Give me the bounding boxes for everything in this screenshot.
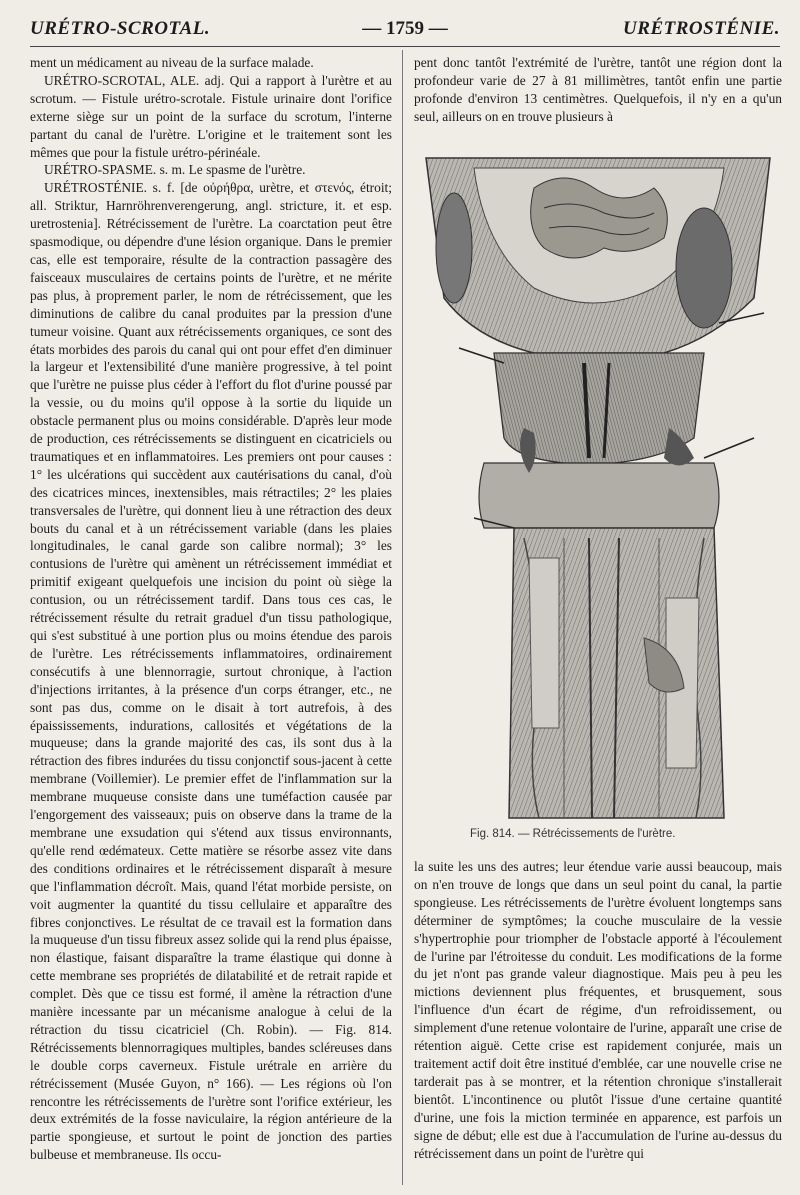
header-right-entry: URÉTROSTÉNIE. [623,18,780,39]
entry-uretro-spasme: URÉTRO-SPASME. s. m. Le spasme de l'urètre. [44,162,306,178]
paragraph-continuation: ment un médicament au niveau de la surface malade. [30,55,314,70]
column-divider [402,50,403,1185]
paragraph-continuation-right: pent donc tantôt l'extrémité de l'urètre, tantôt une région dont la profondeur varie de 27 à 81 millimètres, tantôt enfin une partie profonde d'environ 13 centimètres. Quelquefois, il n'y en a qu'un seul, ailleurs on en trouve plusieurs à [414,55,782,124]
page-header [30,14,780,44]
right-column-top [414,54,782,126]
paragraph-right-bottom: la suite les uns des autres; leur étendue varie aussi beaucoup, mais on n'en trouve de longs que dans un seul point du canal, la partie spongieuse. Les rétrécissements de l'urètre évoluent longtemps sans déterminer de symptômes; la couche musculaire de la vessie s'hypertrophie pour triompher de l'obstacle apporté à l'écoulement de l'urine par l'étroitesse du conduit. Les modifications de la forme du jet n'ont pas grande valeur diagnostique. Mais peu à peu les mictions deviennent plus fréquentes, et brusquement, sous l'influence d'un écart de régime, d'un refroidissement, ou simplement d'une retenue volontaire de l'urine, apparaît une crise de rétention aiguë. Cette crise est rapidement conjurée, mais un traitement actif doit être institué d'emblée, car une nouvelle crise ne tarderait pas à se montrer, et la rétention chronique s'installerait bientôt. L'incontinence ou plutôt l'issue d'une certaine quantité d'urine, une fois la miction terminée en apparence, est parfois un signe de début; elle est due à l'accumulation de l'urine au-dessus du rétrécissement dans un point de l'urètre qui [414,859,782,1161]
header-left-entry: URÉTRO-SCROTAL. [30,18,211,39]
arrow-right-lower [704,438,754,458]
urethra-engraving [414,128,782,828]
figure-814 [414,128,782,856]
figure-caption: Fig. 814. — Rétrécissements de l'urètre. [470,828,676,840]
bulbous-region [479,463,719,528]
right-column-bottom [414,858,782,1188]
left-column [30,54,392,1184]
entry-uretrostenie: URÉTROSTÉNIE. s. f. [de οὐρήθρα, urètre, et στενός, étroit; all. Striktur, Harnröhrenverengerung, angl. stricture, it. et esp. uretrostenia]. Rétrécissement de l'urètre. La coarctation peut être spasmodique, ou dépendre d'une lésion organique. Dans le premier cas, elle est temporaire, résulte de la contraction passagère des faisceaux musculaires de certains points de l'urètre, et ne mérite pas plus, à proprement parler, le nom de rétrécissement, que les diminutions de calibre du canal produites par la pression d'une tumeur voisine. Quant aux rétrécissements organiques, ce sont des états morbides des parois du canal qui ont pour effet d'en diminuer la largeur et l'extensibilité d'une manière progressive, à tel point que l'urètre ne puisse plus céder à l'effort du flot d'urine poussé par la vessie, ou du moins qu'il oppose à la sortie du liquide un obstacle permanent plus ou moins considérable. D'après leur mode de production, ces rétrécissements se distinguent en cicatriciels ou traumatiques et en inflammatoires. Les premiers ont pour causes : 1° les ulcérations qui succèdent aux cautérisations du canal, d'où des cicatrices minces, inextensibles, mais rétractiles; 2° les plaies transversales de l'urètre, qui donnent lieu à une rétraction des deux bouts du canal et à un rétrécissement variable (dans les plaies longitudinales, le canal garde son calibre normal); 3° les contusions de l'urètre qui amènent un rétrécissement immédiat et primitif exigeant quelquefois une incision du point où siège la contusion, ou un rétrécissement tardif. Dans tous ces cas, le rétrécissement résulte du retrait graduel d'un tissu pathologique, qui s'est substitué à une portion plus ou moins étendue des parois de l'urètre. Les rétrécissements inflammatoires, ordinairement consécutifs à une blennorragie, surtout chronique, à l'action d'injections irritantes, à la présence d'un corps étranger, etc., ne sont pas dus, comme on le disait à tort autrefois, à des épaississements, indurations, callosités et végétations de la muqueuse; dans la grande majorité des cas, ils sont dus à la rétraction des fibres indurées du tissu conjonctif sous-jacent à cette membrane (Voillemier). Le premier effet de l'inflammation sur la membrane muqueuse consiste dans une tuméfaction causée par l'engorgement des vaisseaux; puis on observe dans la trame de la membrane une exsudation qui s'étend aux tissus environnants, qu'elle rend œdémateux. Cette matière se résorbe assez vite dans des conditions ordinaires et le rétrécissement disparaît à mesure que l'inflammation décroît. Mais, quand l'état morbide persiste, on voit augmenter la quantité du tissu cellulaire et apparaître des fibres conjonctives. Le résultat de ce travail est la formation dans la muqueuse d'un tissu fibreux assez solide qui la rend plus épaisse, non élastique, faisant disparaître la trame élastique qui donne à cette membrane ses propriétés de dilatabilité et de retrait rapide et complet. Dès que ce tissu est formé, il amène la rétraction d'une manière incessante par un mécanisme analogue à celui de la rétraction du tissu cicatriciel (Ch. Robin). — Fig. 814. Rétrécissements blennorragiques multiples, bandes scléreuses dans le double corps caverneux. Fistule urétrale en arrière du rétrécissement (Musée Guyon, n° 166). — Les régions où l'on rencontre les rétrécissements de l'urètre sont l'orifice extérieur, les deux extrémités de la fosse naviculaire, la région antérieure de la partie spongieuse, et surtout le point de jonction des parties bulbeuse et membraneuse. Ils occu- [30,180,392,1163]
entry-uretro-scrotal: URÉTRO-SCROTAL, ALE. adj. Qui a rapport à l'urètre et au scrotum. — Fistule urétro-scrotale. Fistule urinaire dont l'orifice externe siège sur un point de la surface du scrotum, l'interne partant du canal de l'urètre. L'origine et le traitement sont les mêmes que pour la fistule urétro-périnéale. [30,72,392,160]
page-number: — 1759 — [362,18,448,39]
header-rule [30,46,780,47]
